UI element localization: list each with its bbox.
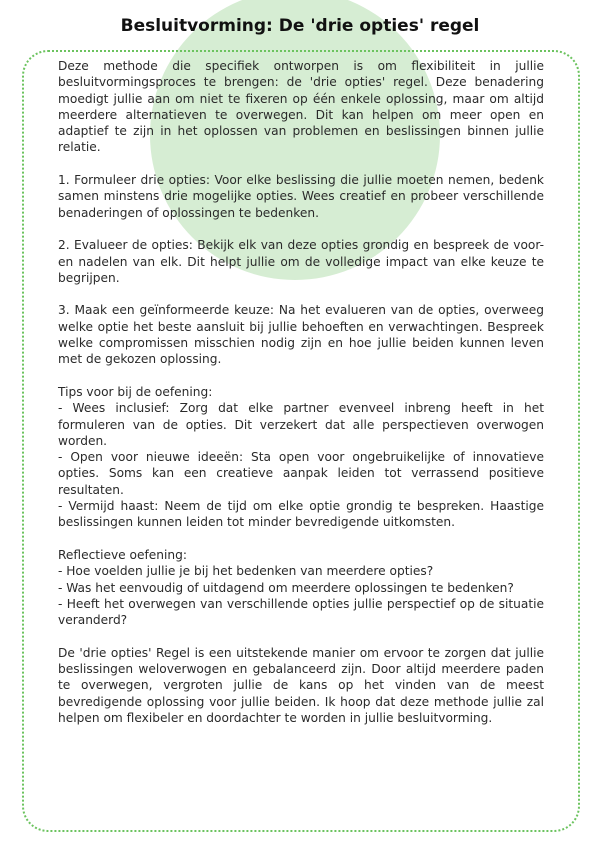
- reflection-item: - Hoe voelden jullie je bij het bedenken van meerdere opties?: [58, 564, 434, 579]
- reflection-heading: Reflectieve oefening:: [58, 547, 187, 562]
- tip-item: - Vermijd haast: Neem de tijd om elke optie grondig te bespreken. Haastige beslissingen kunnen leiden tot minder bevredigende uitkomsten.: [58, 499, 544, 530]
- step-2: 2. Evalueer de opties: Bekijk elk van deze opties grondig en bespreek de voor- en nadelen van elk. Dit helpt jullie om de volledige impact van elke keuze te begrijpen.: [58, 238, 544, 285]
- reflection-item: - Heeft het overwegen van verschillende opties jullie perspectief op de situatie veranderd?: [58, 596, 544, 628]
- tips-section: [58, 384, 544, 531]
- tips-heading: Tips voor bij de oefening:: [58, 384, 213, 399]
- page-title: Besluitvorming: De 'drie opties' regel: [120, 16, 480, 36]
- reflection-section: [58, 547, 544, 628]
- document-body: [58, 58, 544, 742]
- step-1: 1. Formuleer drie opties: Voor elke beslissing die jullie moeten nemen, bedenk samen minstens drie mogelijke opties. Wees creatief en probeer verschillende benaderingen of oplossingen te bedenken.: [58, 173, 544, 220]
- tip-item: - Wees inclusief: Zorg dat elke partner evenveel inbreng heeft in het formuleren van de opties. Dit verzekert dat alle perspectieven overwogen worden.: [58, 401, 544, 448]
- tip-item: - Open voor nieuwe ideeën: Sta open voor ongebruikelijke of innovatieve opties. Soms kan een creatieve aanpak leiden tot verrassend positieve resultaten.: [58, 450, 544, 497]
- reflection-item: - Was het eenvoudig of uitdagend om meerdere oplossingen te bedenken?: [58, 580, 514, 595]
- intro-paragraph: Deze methode die specifiek ontworpen is om flexibiliteit in jullie besluitvormingsproces te brengen: de 'drie opties' regel. Deze benadering moedigt jullie aan om niet te fixeren op één enkele oplossing, maar om altijd meerdere alternatieven te overwegen. Dit kan helpen om meer open en adaptief te zijn in het oplossen van problemen en beslissingen binnen jullie relatie.: [58, 59, 544, 155]
- step-3: 3. Maak een geïnformeerde keuze: Na het evalueren van de opties, overweeg welke optie het beste aansluit bij jullie behoeften en verwachtingen. Bespreek welke compromissen misschien nodig zijn en hoe jullie beiden kunnen leven met de gekozen oplossing.: [58, 303, 544, 367]
- conclusion-paragraph: De 'drie opties' Regel is een uitstekende manier om ervoor te zorgen dat jullie beslissingen weloverwogen en gebalanceerd zijn. Door altijd meerdere paden te overwegen, vergroten jullie de kans op het vinden van de meest bevredigende oplossing voor jullie beiden. Ik hoop dat deze methode jullie zal helpen om flexibeler en doordachter te worden in jullie besluitvorming.: [58, 645, 544, 725]
